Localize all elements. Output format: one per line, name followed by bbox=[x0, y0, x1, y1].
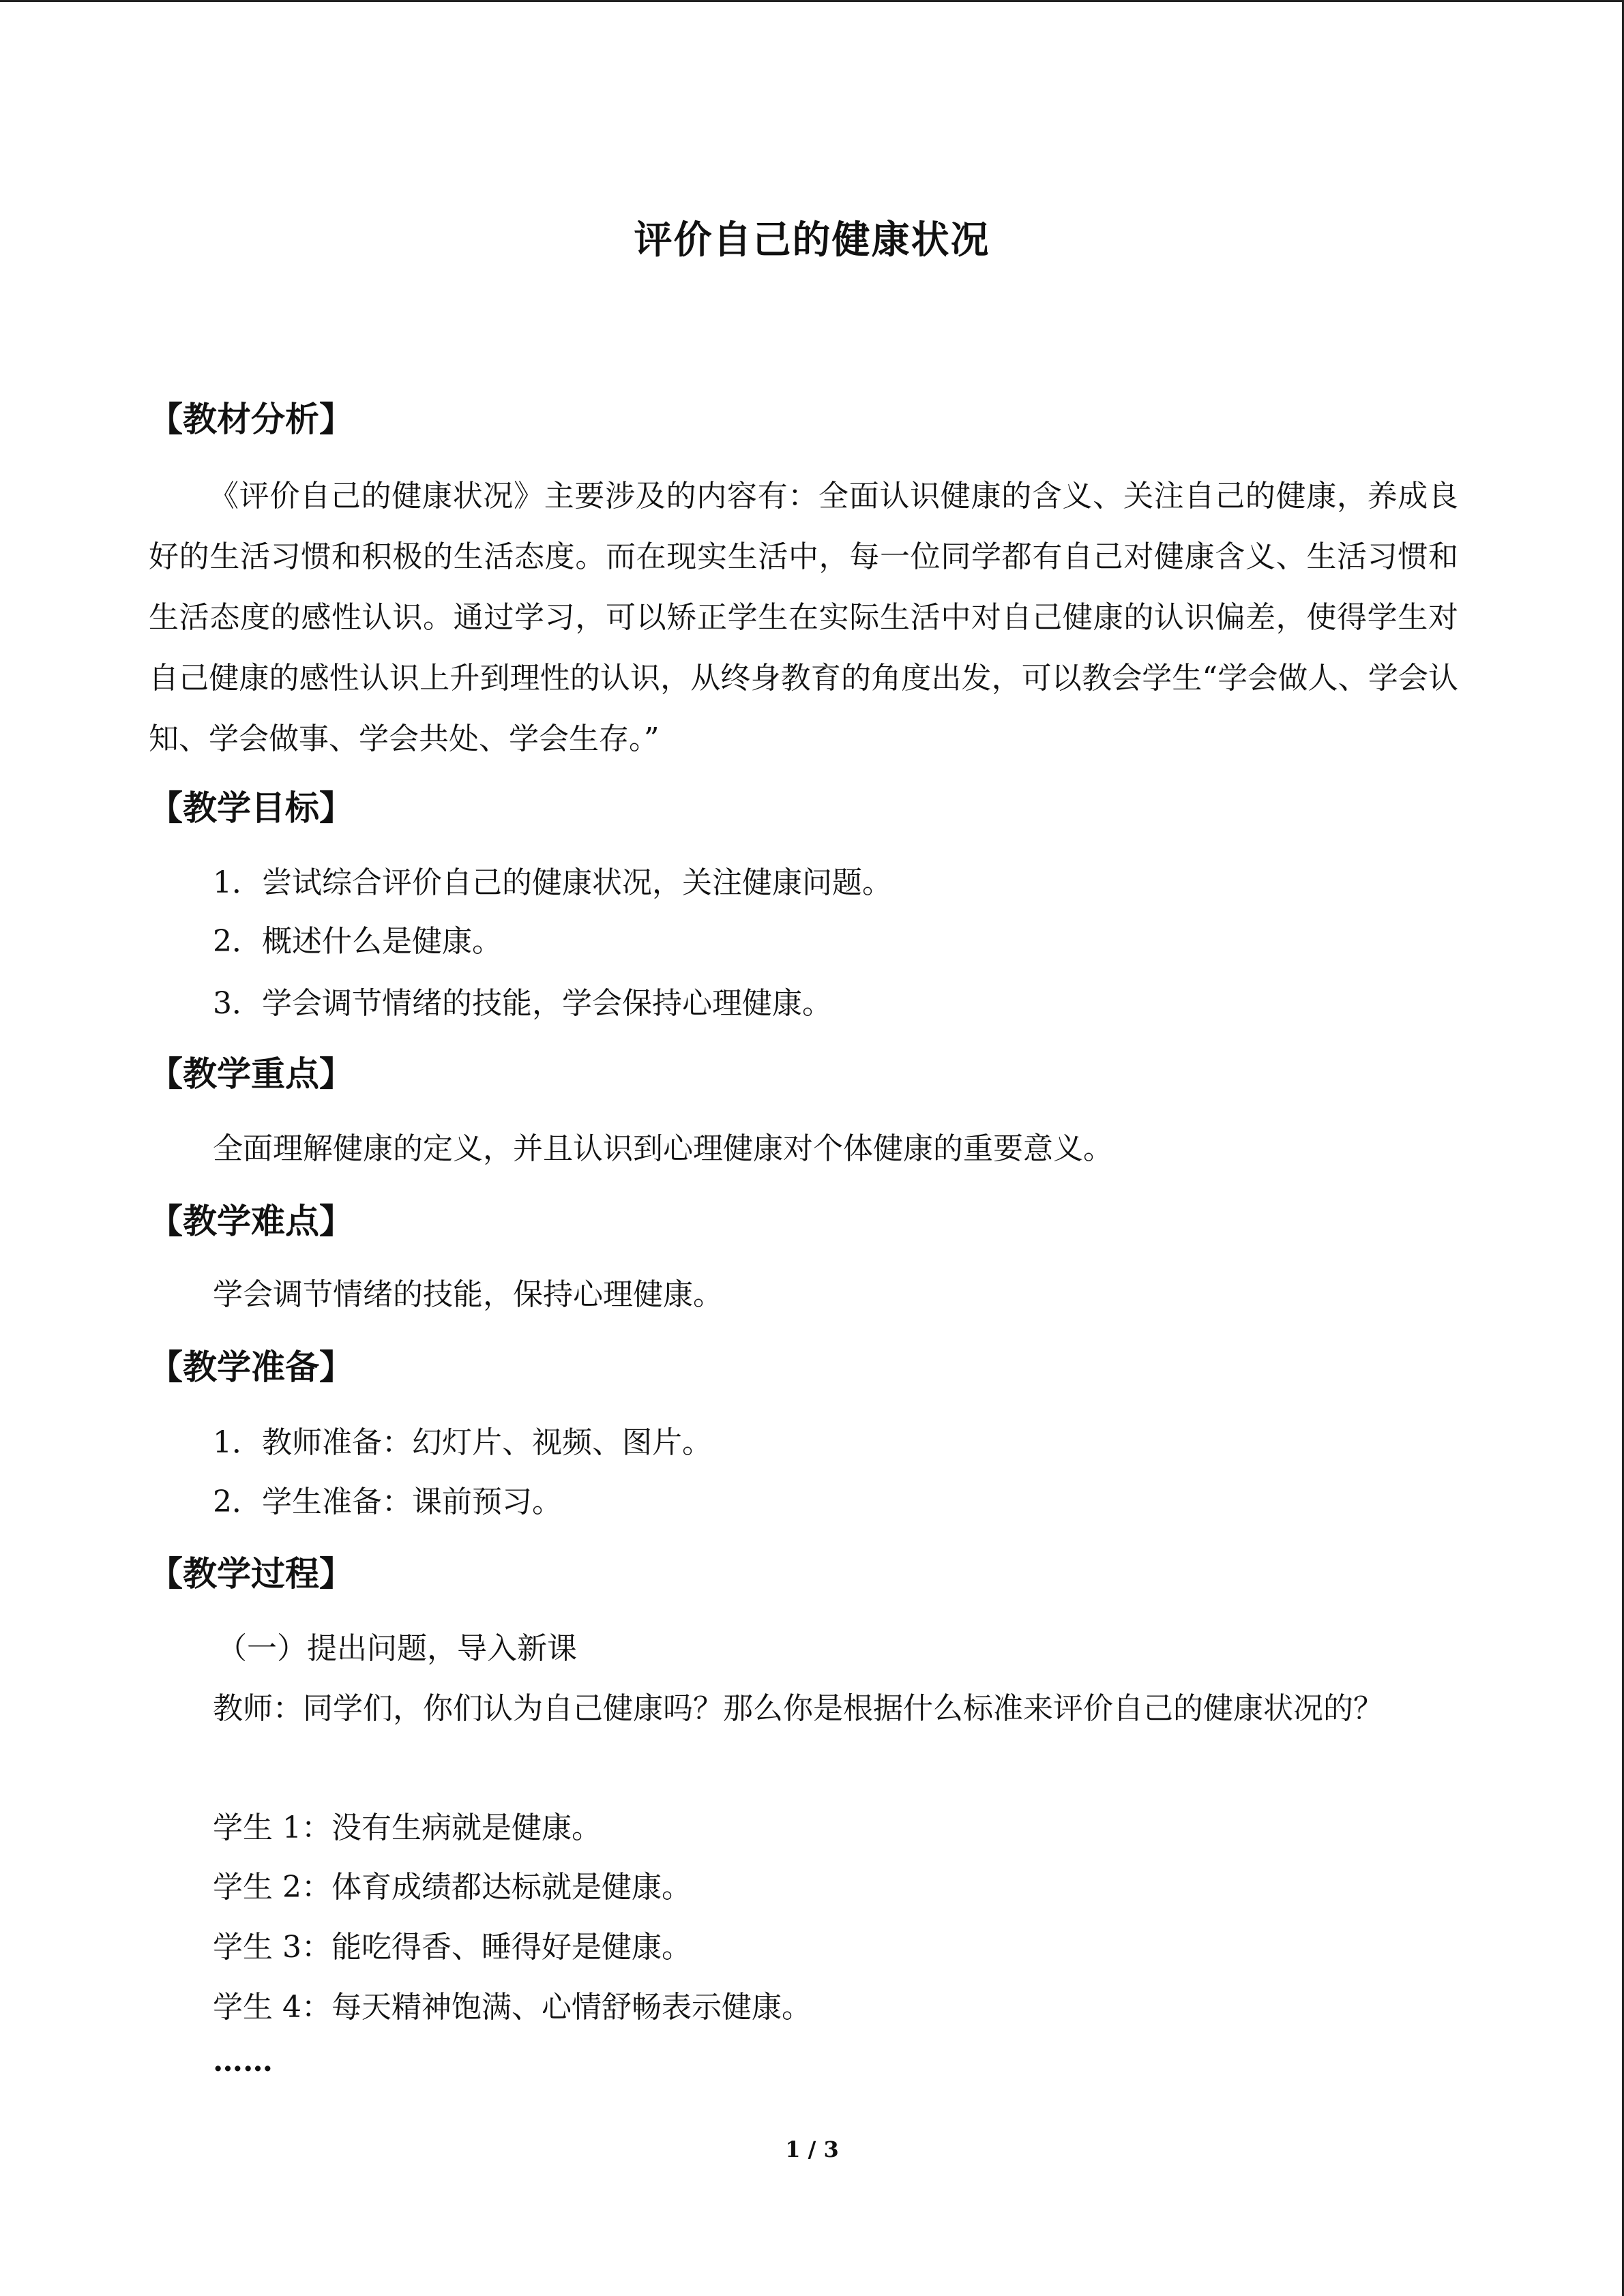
paragraph-material-analysis: 《评价自己的健康状况》主要涉及的内容有：全面认识健康的含义、关注自己的健康，养成良好的生活习惯和积极的生活态度。而在现实生活中，每一位同学都有自己对健康含义、生活习惯和生活态度的感性认识。通过学习，可以矫正学生在实际生活中对自己健康的认识偏差，使得学生对自己健康的感性认识上升到理性的认识，从终身教育的角度出发，可以教会学生“学会做人、学会认知、学会做事、学会共处、学会生存。” bbox=[149, 479, 1458, 756]
heading-teaching-process: 【教学过程】 bbox=[149, 1554, 353, 1594]
goal-item-3: 3．学会调节情绪的技能，学会保持心理健康。 bbox=[213, 986, 832, 1021]
heading-teaching-key: 【教学重点】 bbox=[149, 1054, 353, 1094]
prep-item-2: 2．学生准备：课前预习。 bbox=[213, 1485, 562, 1519]
heading-teaching-prep: 【教学准备】 bbox=[149, 1347, 353, 1387]
process-step-1: （一）提出问题，导入新课 bbox=[217, 1631, 577, 1666]
key-point-text: 全面理解健康的定义，并且认识到心理健康对个体健康的重要意义。 bbox=[213, 1131, 1113, 1166]
difficulty-text: 学会调节情绪的技能，保持心理健康。 bbox=[213, 1277, 723, 1312]
heading-teaching-goals: 【教学目标】 bbox=[149, 788, 353, 828]
heading-teaching-difficulty: 【教学难点】 bbox=[149, 1202, 353, 1241]
prep-item-1: 1．教师准备：幻灯片、视频、图片。 bbox=[213, 1425, 712, 1460]
student-answer-4: 学生 4：每天精神饱满、心情舒畅表示健康。 bbox=[213, 1990, 812, 2025]
page-number: 1 / 3 bbox=[785, 2136, 839, 2162]
teacher-question: 教师：同学们，你们认为自己健康吗？那么你是根据什么标准来评价自己的健康状况的？ bbox=[213, 1691, 1383, 1726]
student-answer-3: 学生 3：能吃得香、睡得好是健康。 bbox=[213, 1930, 692, 1965]
goal-item-1: 1．尝试综合评价自己的健康状况，关注健康问题。 bbox=[213, 865, 892, 900]
document-title: 评价自己的健康状况 bbox=[634, 218, 990, 263]
student-answer-1: 学生 1：没有生病就是健康。 bbox=[213, 1810, 602, 1845]
student-answer-2: 学生 2：体育成绩都达标就是健康。 bbox=[213, 1870, 692, 1905]
ellipsis-text: …… bbox=[213, 2044, 273, 2078]
goal-item-2: 2．概述什么是健康。 bbox=[213, 924, 502, 959]
heading-material-analysis: 【教材分析】 bbox=[149, 400, 353, 439]
